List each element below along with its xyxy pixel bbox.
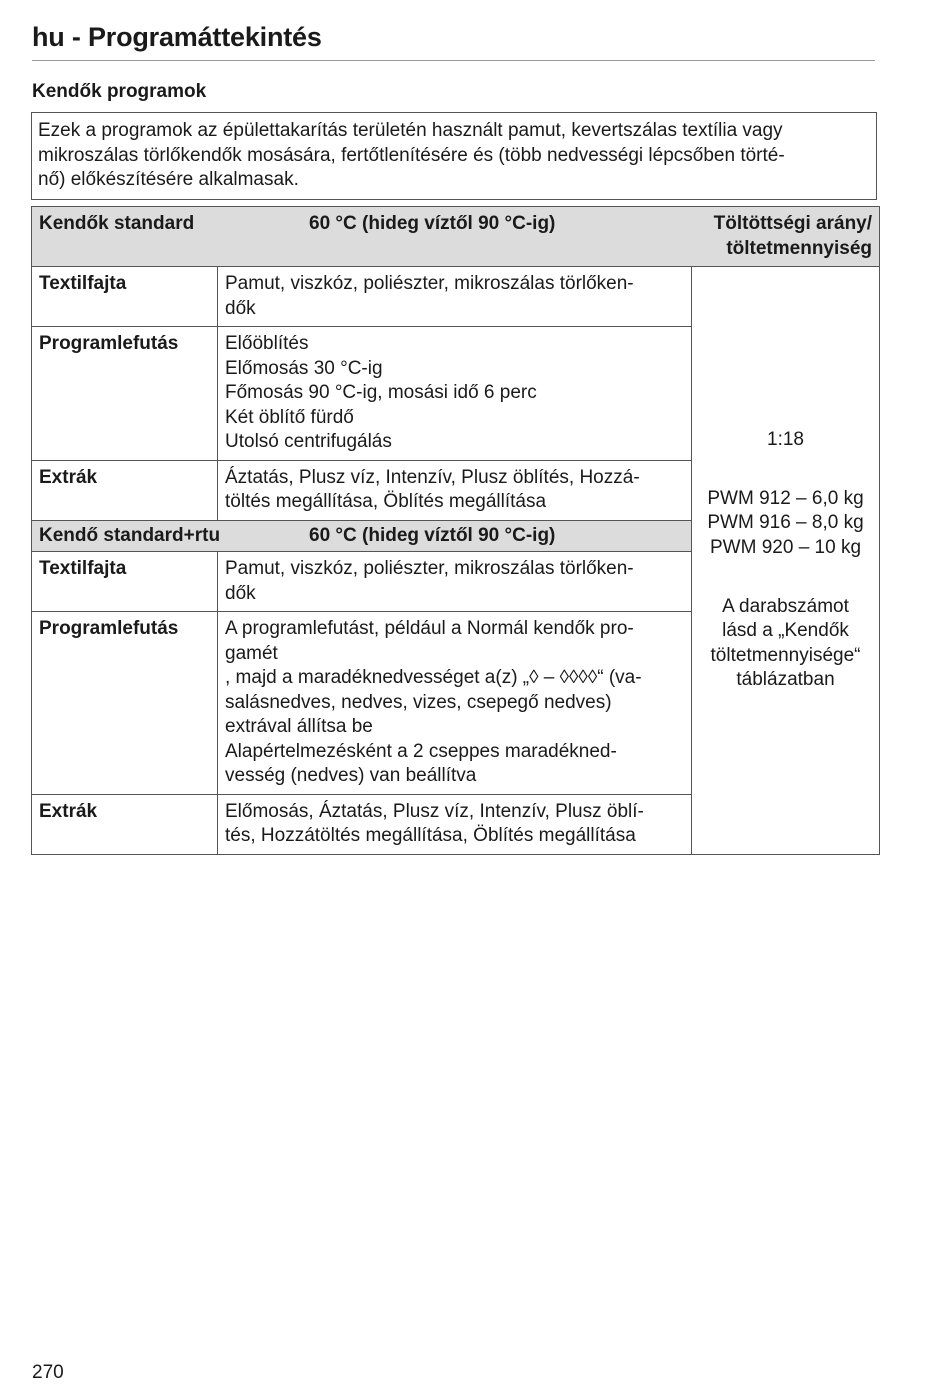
program-header-row <box>32 207 880 267</box>
capacity-cell <box>692 267 880 855</box>
program-temperature: 60 °C (hideg víztől 90 °C-ig) <box>309 213 556 234</box>
program-name: Kendők standard <box>39 213 195 234</box>
row-label: Textilfajta <box>32 267 218 327</box>
section-heading: Kendők programok <box>32 81 207 102</box>
row-value: A programlefutást, például a Normál kendők pro- gamét , majd a maradéknedvességet a(z) „◊ – ◊◊◊◊“ (va- salásnedves, nedves, vizes, csepegő nedves) extrával állítsa be Alapértelmezésként a 2 cseppes maradékned- vesség (nedves) van beállítva <box>218 612 692 795</box>
page-number: 270 <box>32 1362 64 1383</box>
intro-box: Ezek a programok az épülettakarítás területén használt pamut, kevertszálas textília vagy mikroszálas törlőkendők mosására, fertőtlenítésére és (több nedvességi lépcsőben törté- nő) előkészítésére alkalmasak. <box>31 112 877 200</box>
program-header-cell <box>32 207 880 267</box>
title-divider <box>32 60 875 61</box>
capacity-models: PWM 912 – 6,0 kg PWM 916 – 8,0 kg PWM 920 – 10 kg <box>707 487 864 558</box>
row-label: Extrák <box>32 460 218 520</box>
row-label: Programlefutás <box>32 612 218 795</box>
program-table <box>31 206 880 855</box>
table-row <box>32 267 880 327</box>
program-header-cell <box>32 520 692 552</box>
page-title: hu - Programáttekintés <box>32 22 322 52</box>
row-label: Textilfajta <box>32 552 218 612</box>
row-value: Előmosás, Áztatás, Plusz víz, Intenzív, Plusz öblí- tés, Hozzátöltés megállítása, Öblítés megállítása <box>218 794 692 854</box>
row-value: Előöblítés Előmosás 30 °C-ig Főmosás 90 °C-ig, mosási idő 6 perc Két öblítő fürdő Utolsó centrifugálás <box>218 327 692 461</box>
capacity-ratio: 1:18 <box>767 428 804 450</box>
capacity-header: Töltöttségi arány/ töltetmennyiség <box>713 213 873 259</box>
row-value: Pamut, viszkóz, poliészter, mikroszálas törlőken- dők <box>218 552 692 612</box>
program-temperature: 60 °C (hideg víztől 90 °C-ig) <box>309 524 556 546</box>
row-value: Áztatás, Plusz víz, Intenzív, Plusz öblítés, Hozzá- töltés megállítása, Öblítés megállítása <box>218 460 692 520</box>
program-name: Kendő standard+rtu <box>39 524 221 546</box>
capacity-note: A darabszámot lásd a „Kendők töltetmennyisége“ táblázatban <box>710 595 861 691</box>
row-label: Extrák <box>32 794 218 854</box>
row-label: Programlefutás <box>32 327 218 461</box>
row-value: Pamut, viszkóz, poliészter, mikroszálas törlőken- dők <box>218 267 692 327</box>
